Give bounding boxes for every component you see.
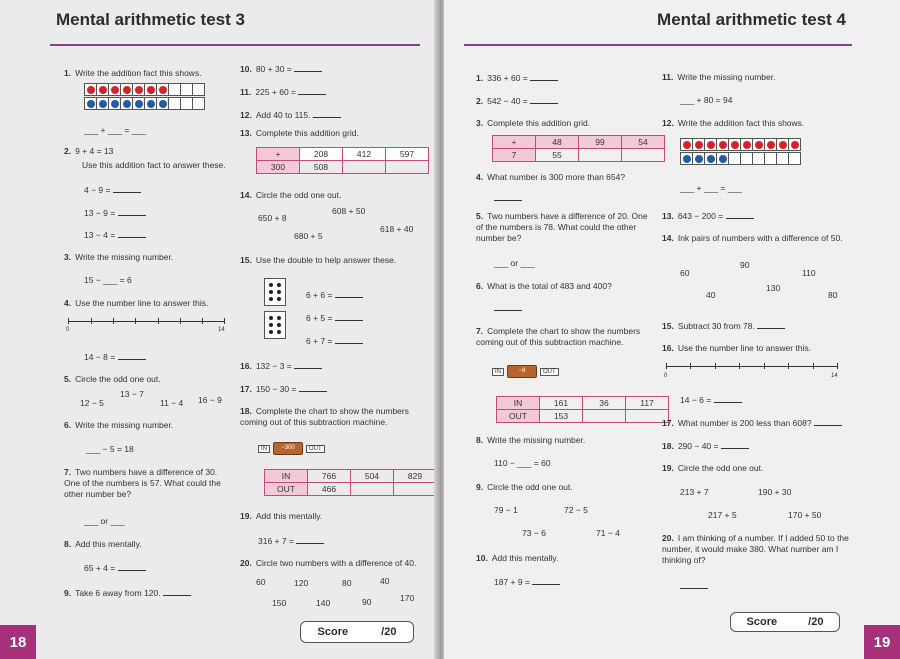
q6-answer	[494, 302, 522, 313]
q4-answer	[494, 192, 522, 203]
q20-num: 90	[362, 597, 372, 607]
question-7: 7. Two numbers have a difference of 30. One of the numbers is 57. What could the other number be?	[64, 467, 221, 499]
q12-fill: ___ + ___ = ___	[680, 183, 742, 193]
q14-num: 110	[802, 268, 816, 278]
q20-num: 40	[380, 576, 390, 586]
question-8: 8. Write the missing number.	[476, 435, 586, 445]
answer-line: ___ + ___ = ___	[84, 125, 146, 135]
bead-frame-top	[84, 83, 205, 96]
question-4: 4. What number is 300 more than 654?	[476, 172, 626, 182]
question-19: 19. Add this mentally.	[240, 511, 323, 521]
question-13: 13. 643 − 200 =	[662, 210, 754, 222]
q20-num: 60	[256, 577, 266, 587]
q4-eq: 14 − 8 =	[84, 351, 146, 362]
q20-num: 120	[294, 578, 309, 588]
question-20: 20. I am thinking of a number. If I added 50 to the number, it would make 380. What number am I thinking of?	[662, 533, 849, 565]
question-15: 15. Use the double to help answer these.	[240, 255, 397, 265]
q8-eq: 110 − ___ = 60	[494, 458, 551, 468]
page-title: Mental arithmetic test 4	[657, 10, 846, 29]
question-12: 12. Add 40 to 115.	[240, 109, 341, 121]
question-19: 19. Circle the odd one out.	[662, 463, 764, 473]
question-3: 3. Complete this addition grid.	[476, 118, 591, 128]
q19-a: 213 + 7	[680, 487, 709, 497]
q14-d: 680 + 5	[294, 231, 323, 241]
q16-eq: 14 − 6 =	[680, 394, 742, 405]
q2-b: 13 − 9 =	[84, 207, 146, 218]
question-2: 2. 9 + 4 = 13	[64, 146, 114, 156]
q2-sub: Use this addition fact to answer these.	[82, 160, 226, 170]
bead-frame-top	[680, 138, 801, 151]
score-box: Score /20	[730, 612, 840, 632]
nl-start: 0	[66, 327, 70, 333]
q15-b: 6 + 5 =	[306, 312, 363, 323]
domino-top	[264, 278, 286, 306]
question-5: 5. Circle the odd one out.	[64, 374, 161, 384]
q5-b: 13 − 7	[120, 389, 144, 399]
q14-num: 90	[740, 260, 750, 270]
right-page	[444, 0, 900, 659]
addition-grid: + 208 412 597 300 508	[256, 147, 429, 174]
q9-a: 79 − 1	[494, 505, 518, 515]
question-14: 14. Circle the odd one out.	[240, 190, 342, 200]
question-12: 12. Write the addition fact this shows.	[662, 118, 805, 128]
nl-end: 14	[831, 373, 838, 379]
score-box: Score /20	[300, 621, 414, 643]
page-number: 18	[0, 625, 36, 659]
question-6: 6. What is the total of 483 and 400?	[476, 281, 612, 291]
bead-frame-bottom	[680, 152, 801, 165]
q5-c: 11 − 4	[160, 398, 184, 408]
q9-b: 72 − 5	[564, 505, 588, 515]
question-6: 6. Write the missing number.	[64, 420, 174, 430]
q2-c: 13 − 4 =	[84, 229, 146, 240]
question-14: 14. Ink pairs of numbers with a difference of 50.	[662, 233, 843, 243]
subtraction-machine: IN −8 OUT	[492, 365, 559, 378]
q19-eq: 316 + 7 =	[258, 535, 324, 546]
question-3: 3. Write the missing number.	[64, 252, 174, 262]
question-16: 16. Use the number line to answer this.	[662, 343, 812, 353]
question-4: 4. Use the number line to answer this.	[64, 298, 209, 308]
question-13: 13. Complete this addition grid.	[240, 128, 359, 138]
q20-num: 150	[272, 598, 287, 608]
q14-num: 40	[706, 290, 716, 300]
q9-c: 73 − 6	[522, 528, 546, 538]
q20-num: 170	[400, 593, 415, 603]
question-17: 17. What number is 200 less than 608?	[662, 417, 842, 429]
q19-c: 217 + 5	[708, 510, 737, 520]
q9-d: 71 − 4	[596, 528, 620, 538]
q15-a: 6 + 6 =	[306, 289, 363, 300]
q20-answer	[680, 580, 708, 591]
q15-c: 6 + 7 =	[306, 335, 363, 346]
question-10: 10. 80 + 30 =	[240, 63, 322, 75]
nl-end: 14	[218, 327, 225, 333]
title-rule	[464, 44, 852, 46]
question-15: 15. Subtract 30 from 78.	[662, 320, 785, 332]
bead-frame-bottom	[84, 97, 205, 110]
question-16: 16. 132 − 3 =	[240, 360, 322, 372]
question-1: 1. Write the addition fact this shows.	[64, 68, 202, 78]
q20-num: 80	[342, 578, 352, 588]
title-rule	[50, 44, 420, 46]
question-10: 10. Add this mentally.	[476, 553, 559, 563]
question-9: 9. Circle the odd one out.	[476, 482, 573, 492]
domino-bottom	[264, 311, 286, 339]
machine-chart: IN 766 504 829 OUT 466	[264, 469, 437, 496]
addition-grid: + 48 99 54 7 55	[492, 135, 665, 162]
page-number: 19	[864, 625, 900, 659]
q5-a: 12 − 5	[80, 398, 104, 408]
q14-num: 60	[680, 268, 690, 278]
question-17: 17. 150 − 30 =	[240, 383, 327, 395]
q5-fill: ___ or ___	[494, 258, 535, 268]
q3-eq: 15 − ___ = 6	[84, 275, 132, 285]
q14-b: 650 + 8	[258, 213, 287, 223]
q11-eq: ___ + 80 = 94	[680, 95, 733, 105]
q10-eq: 187 + 9 =	[494, 576, 560, 587]
machine-chart: IN 161 36 117 OUT 153	[496, 396, 669, 423]
question-8: 8. Add this mentally.	[64, 539, 142, 549]
question-20: 20. Circle two numbers with a difference of 40.	[240, 558, 417, 568]
q6-eq: ___ − 5 = 18	[86, 444, 134, 454]
question-18: 18. Complete the chart to show the numbers coming out of this subtraction machine.	[240, 406, 409, 427]
question-5: 5. Two numbers have a difference of 20. One of the numbers is 78. What could the other number be?	[476, 211, 648, 243]
q8-eq: 65 + 4 =	[84, 562, 146, 573]
q2-a: 4 − 9 =	[84, 184, 141, 195]
question-11: 11. 225 + 60 =	[240, 86, 326, 98]
question-11: 11. Write the missing number.	[662, 72, 776, 82]
q14-num: 80	[828, 290, 838, 300]
question-1: 1. 336 + 60 =	[476, 72, 558, 84]
page-title: Mental arithmetic test 3	[56, 10, 245, 29]
subtraction-machine: IN −300 OUT	[258, 442, 325, 455]
q5-d: 16 − 9	[198, 395, 222, 405]
q19-b: 190 + 30	[758, 487, 792, 497]
question-9: 9. Take 6 away from 120.	[64, 587, 191, 599]
nl-start: 0	[664, 373, 668, 379]
question-7: 7. Complete the chart to show the numbers coming out of this subtraction machine.	[476, 326, 641, 347]
q14-num: 130	[766, 283, 781, 293]
q7-fill: ___ or ___	[84, 516, 125, 526]
q20-num: 140	[316, 598, 331, 608]
q14-c: 618 + 40	[380, 224, 414, 234]
question-2: 2. 542 − 40 =	[476, 95, 558, 107]
question-18: 18. 290 − 40 =	[662, 440, 749, 452]
q19-d: 170 + 50	[788, 510, 822, 520]
left-page	[0, 0, 440, 659]
q14-a: 608 + 50	[332, 206, 366, 216]
